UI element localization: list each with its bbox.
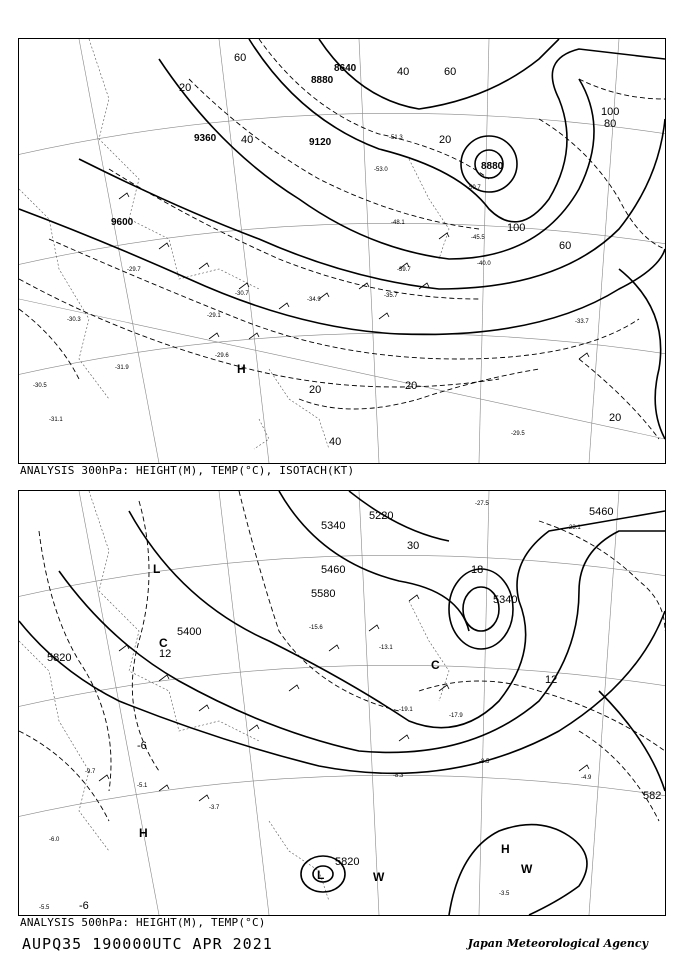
cold-center-symbol: C [431,658,440,672]
isotach-label: 20 [405,380,418,392]
coastline [19,491,449,901]
isotach-label: 40 [241,134,254,146]
temp-label: -19.1 [399,707,413,713]
isotherm-contours [19,491,665,821]
height-label: 5340 [493,594,518,606]
height-label: 5820 [47,652,72,664]
temp-label: -4.9 [581,775,592,781]
isotherm-label: -6 [79,900,89,912]
temp-label: -40.0 [477,261,491,267]
temp-label: -8.3 [393,773,404,779]
isotach-label: 100 [507,222,526,234]
temp-label: -5.5 [39,905,50,911]
warm-center-symbol: W [521,862,533,876]
temp-label: -13.1 [379,645,393,651]
height-label: 9120 [309,137,332,148]
isotherm-label: -6 [137,740,147,752]
temp-label: -5.1 [137,783,148,789]
height-label: 5220 [369,510,394,522]
height-contours [19,39,665,439]
isotherm-label: 12 [545,674,558,686]
temp-label: -30.3 [67,317,81,323]
wind-barbs [119,193,589,359]
caption-300hpa: ANALYSIS 300hPa: HEIGHT(M), TEMP(°C), ISOTACH(KT) [20,464,355,477]
temp-label: -48.1 [391,220,405,226]
isotach-label: 20 [609,412,622,424]
temp-label: -29.1 [207,313,221,319]
high-pressure-symbol: H [139,826,148,840]
temp-label: -3.7 [209,805,220,811]
temp-label: -27.5 [475,501,489,507]
height-label: 9600 [111,217,134,228]
temp-label: -51.3 [389,135,403,141]
temp-label: -3.5 [499,891,510,897]
height-label: 5400 [177,626,202,638]
temp-label: -50.7 [467,185,481,191]
caption-500hpa: ANALYSIS 500hPa: HEIGHT(M), TEMP(°C) [20,916,266,929]
isotach-label: 40 [397,66,410,78]
warm-center-symbol: W [373,870,385,884]
temp-label: -33.7 [575,319,589,325]
isotach-contours [19,39,665,439]
temp-label: -53.0 [374,167,388,173]
low-pressure-symbol: L [317,868,325,882]
isotach-label: 40 [329,436,342,448]
temp-label: -31.9 [115,365,129,371]
isotach-label: 80 [604,118,617,130]
isotach-label: 100 [601,106,620,118]
isotherm-label: 12 [159,648,172,660]
isotach-label: 20 [179,82,192,94]
map-500hpa-svg [19,491,665,915]
isotach-label: 60 [234,52,247,64]
height-label: 9360 [194,133,217,144]
temp-label: -8.5 [479,759,490,765]
isotach-label: 60 [559,240,572,252]
height-label: 5580 [311,588,336,600]
temp-label: -30.5 [33,383,47,389]
temp-label: -30.7 [235,291,249,297]
temp-label: -15.6 [309,625,323,631]
temp-label: -9.7 [85,769,96,775]
agency-name: Japan Meteorological Agency [467,937,648,950]
temp-label: -29.7 [127,267,141,273]
temp-label: -17.9 [449,713,463,719]
isotherm-label: 30 [407,540,420,552]
height-label: 5820 [335,856,360,868]
isotach-label: 60 [444,66,457,78]
height-contours [19,491,665,915]
high-pressure-symbol: H [501,842,510,856]
temp-label: -23.1 [567,525,581,531]
height-label: 5340 [321,520,346,532]
height-label: 8880 [311,75,334,86]
height-label: 582 [643,790,662,802]
temp-label: -6.0 [49,837,60,843]
temp-label: -31.1 [49,417,63,423]
temp-label: -45.5 [471,235,485,241]
temp-label: -29.5 [511,431,525,437]
cold-center-symbol: C [159,636,168,650]
isotherm-label: 18 [471,564,484,576]
map-300hpa-svg [19,39,665,463]
chart-identifier: AUPQ35 190000UTC APR 2021 [22,935,273,953]
high-pressure-symbol: H [237,362,246,376]
height-label: 5460 [321,564,346,576]
height-label: 5460 [589,506,614,518]
analysis-300hpa-map [18,38,666,464]
height-label: 8880 [481,161,504,172]
temp-label: -34.9 [307,297,321,303]
isotach-label: 20 [309,384,322,396]
temp-label: -35.7 [384,293,398,299]
height-label: 8640 [334,63,357,74]
temp-label: -29.6 [215,353,229,359]
analysis-500hpa-map [18,490,666,916]
temp-label: -39.7 [397,267,411,273]
low-pressure-symbol: L [153,562,161,576]
isotach-label: 20 [439,134,452,146]
graticule [19,491,665,915]
